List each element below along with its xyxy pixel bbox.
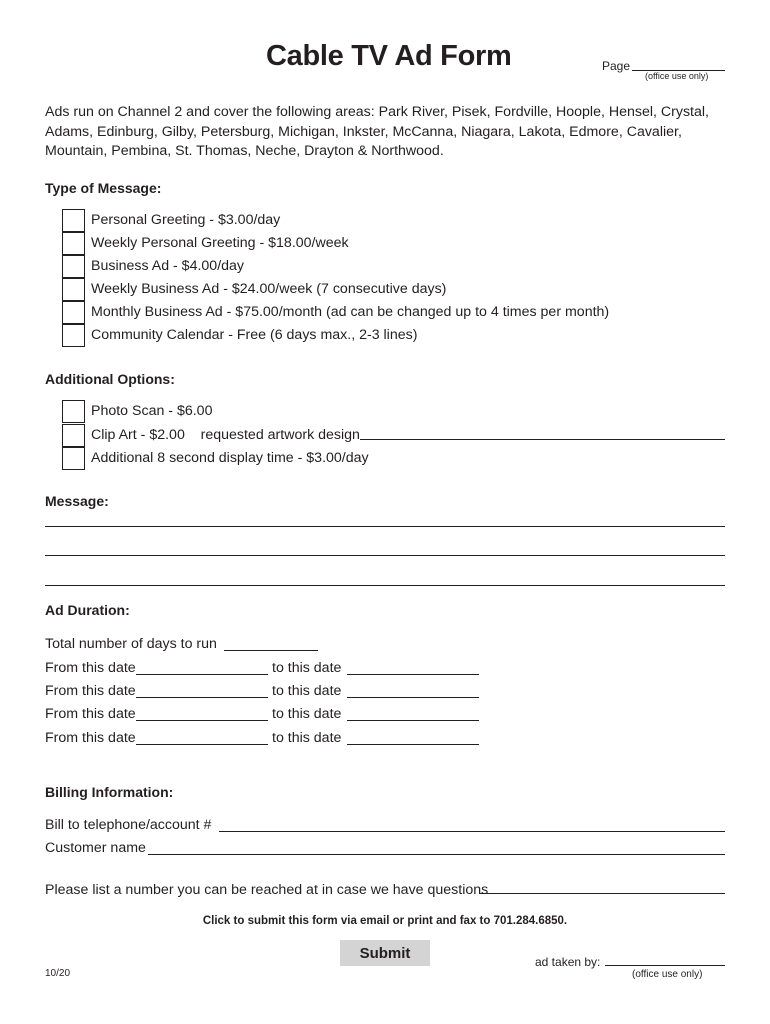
option-label: Additional 8 second display time - $3.00/day <box>91 450 369 466</box>
revision-date: 10/20 <box>45 968 71 979</box>
message-line-3[interactable] <box>45 585 725 586</box>
to-date-field-1[interactable] <box>347 674 479 675</box>
from-date-field-3[interactable] <box>136 720 268 721</box>
checkbox[interactable] <box>62 255 85 278</box>
option-label: Weekly Personal Greeting - $18.00/week <box>91 235 349 251</box>
coverage-intro: Ads run on Channel 2 and cover the following areas: Park River, Pisek, Fordville, Hoople, Hensel, Crystal, Adams, Edinburg, Gilby, Petersburg, Michigan, Inkster, McCanna, Niagara, Lakota, Edmore, Cavalier, Mountain, Pembina, St. Thomas, Neche, Drayton & Northwood. <box>45 104 709 159</box>
message-line-1[interactable] <box>45 526 725 527</box>
bill-to-label: Bill to telephone/account # <box>45 817 212 833</box>
checkbox[interactable] <box>62 447 85 470</box>
artwork-design-field[interactable] <box>360 439 725 440</box>
form-title: Cable TV Ad Form <box>266 40 512 72</box>
contact-number-label: Please list a number you can be reached at in case we have questions <box>45 882 489 898</box>
option-label: Clip Art - $2.00 requested artwork design <box>91 427 360 443</box>
message-line-2[interactable] <box>45 555 725 556</box>
checkbox[interactable] <box>62 424 85 447</box>
customer-name-field[interactable] <box>148 854 725 855</box>
checkbox[interactable] <box>62 400 85 423</box>
additional-options-heading: Additional Options: <box>45 371 175 387</box>
from-date-label: From this date <box>45 706 136 722</box>
to-date-label: to this date <box>272 683 342 699</box>
from-date-field-4[interactable] <box>136 744 268 745</box>
from-date-label: From this date <box>45 730 136 746</box>
page-label: Page <box>602 59 631 73</box>
to-date-field-3[interactable] <box>347 720 479 721</box>
to-date-field-2[interactable] <box>347 697 479 698</box>
ad-duration-heading: Ad Duration: <box>45 602 130 618</box>
ad-taken-by-label: ad taken by: <box>535 955 601 969</box>
office-use-note: (office use only) <box>632 969 703 980</box>
checkbox[interactable] <box>62 232 85 255</box>
option-label: Weekly Business Ad - $24.00/week (7 consecutive days) <box>91 281 447 297</box>
option-label: Business Ad - $4.00/day <box>91 258 245 274</box>
option-label: Monthly Business Ad - $75.00/month (ad can be changed up to 4 times per month) <box>91 304 610 320</box>
total-days-label: Total number of days to run <box>45 636 217 652</box>
billing-heading: Billing Information: <box>45 784 174 800</box>
bill-to-field[interactable] <box>219 831 725 832</box>
from-date-field-2[interactable] <box>136 697 268 698</box>
from-date-label: From this date <box>45 660 136 676</box>
submit-button[interactable]: Submit <box>340 940 430 966</box>
page-office-note: (office use only) <box>645 71 709 81</box>
message-type-heading: Type of Message: <box>45 180 162 196</box>
checkbox[interactable] <box>62 209 85 232</box>
from-date-label: From this date <box>45 683 136 699</box>
option-label: Community Calendar - Free (6 days max., 2-3 lines) <box>91 327 418 343</box>
to-date-field-4[interactable] <box>347 744 479 745</box>
message-heading: Message: <box>45 493 109 509</box>
checkbox[interactable] <box>62 324 85 347</box>
to-date-label: to this date <box>272 730 342 746</box>
to-date-label: to this date <box>272 660 342 676</box>
option-label: Photo Scan - $6.00 <box>91 403 213 419</box>
ad-taken-by-field[interactable] <box>605 965 725 966</box>
checkbox[interactable] <box>62 278 85 301</box>
contact-number-field[interactable] <box>480 893 725 894</box>
submit-instructions: Click to submit this form via email or print and fax to 701.284.6850. <box>202 915 568 927</box>
customer-name-label: Customer name <box>45 840 146 856</box>
from-date-field-1[interactable] <box>136 674 268 675</box>
checkbox[interactable] <box>62 301 85 324</box>
to-date-label: to this date <box>272 706 342 722</box>
total-days-field[interactable] <box>224 650 318 651</box>
option-label: Personal Greeting - $3.00/day <box>91 212 281 228</box>
